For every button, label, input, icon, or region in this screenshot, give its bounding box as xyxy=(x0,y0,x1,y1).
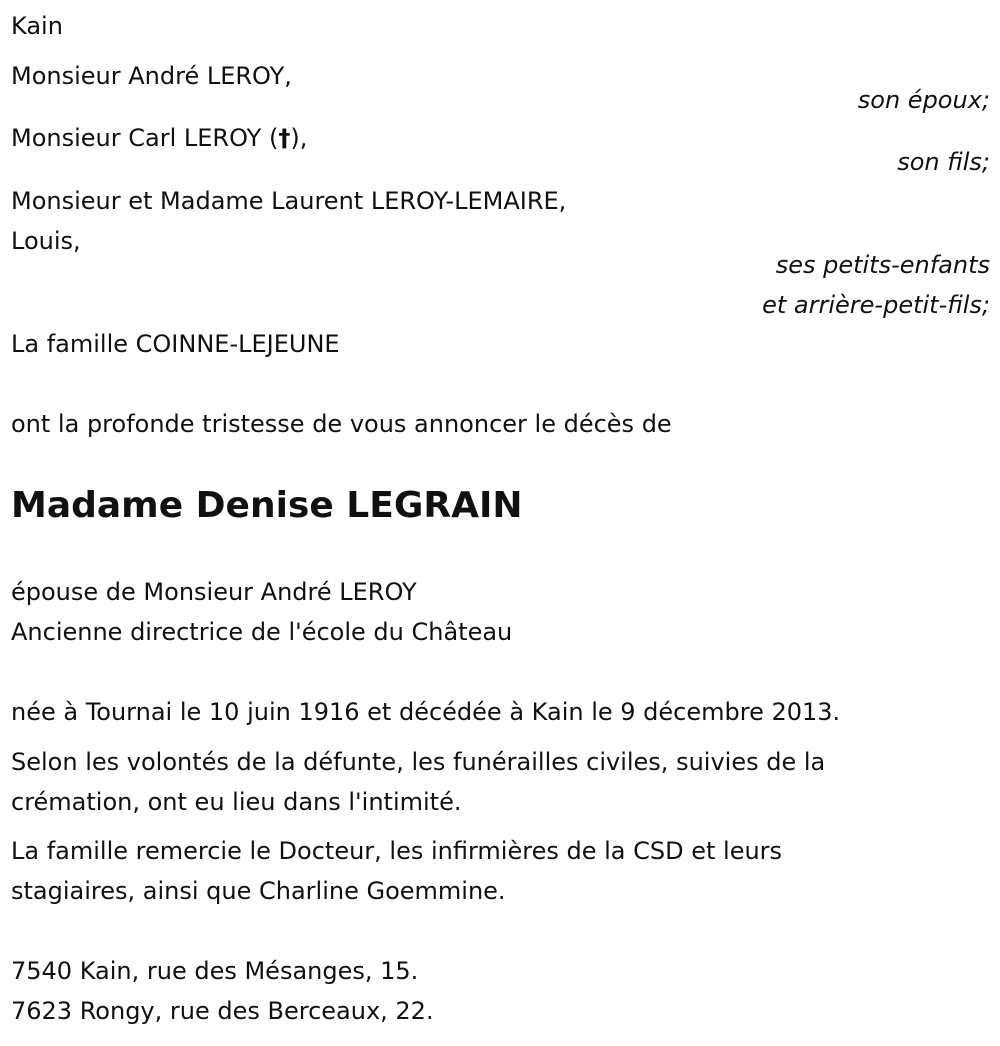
grandchildren-role-1: ses petits-enfants xyxy=(775,251,990,279)
deceased-name: Madame Denise LEGRAIN xyxy=(11,485,523,526)
son-line-suffix: ), xyxy=(290,124,308,152)
occupation: Ancienne directrice de l'école du Château xyxy=(11,618,513,646)
birth-death: née à Tournai le 10 juin 1916 et décédée à Kain le 9 décembre 2013. xyxy=(11,698,841,726)
spouse-line: Monsieur André LEROY, xyxy=(11,62,292,90)
grandchildren-line-1: Monsieur et Madame Laurent LEROY-LEMAIRE, xyxy=(11,187,567,215)
spouse-of: épouse de Monsieur André LEROY xyxy=(11,578,417,606)
thanks-line-2: stagiaires, ainsi que Charline Goemmine. xyxy=(11,877,506,905)
son-line xyxy=(11,118,307,158)
funeral-line-2: crémation, ont eu lieu dans l'intimité. xyxy=(11,788,462,816)
address-kain: 7540 Kain, rue des Mésanges, 15. xyxy=(11,957,419,985)
funeral-line-1: Selon les volontés de la défunte, les funérailles civiles, suivies de la xyxy=(11,748,826,776)
thanks-line-1: La famille remercie le Docteur, les infirmières de la CSD et leurs xyxy=(11,837,783,865)
extended-family: La famille COINNE-LEJEUNE xyxy=(11,330,340,358)
son-line-text: Monsieur Carl LEROY ( xyxy=(11,124,279,152)
grandchildren-line-2: Louis, xyxy=(11,227,81,255)
son-role: son fils; xyxy=(897,148,990,176)
place-name: Kain xyxy=(11,12,63,40)
address-rongy: 7623 Rongy, rue des Berceaux, 22. xyxy=(11,997,434,1025)
grandchildren-role-2: et arrière-petit-fils; xyxy=(762,291,990,319)
spouse-role: son époux; xyxy=(857,86,990,114)
cross-icon: † xyxy=(278,124,291,152)
announcement: ont la profonde tristesse de vous annoncer le décès de xyxy=(11,410,672,438)
